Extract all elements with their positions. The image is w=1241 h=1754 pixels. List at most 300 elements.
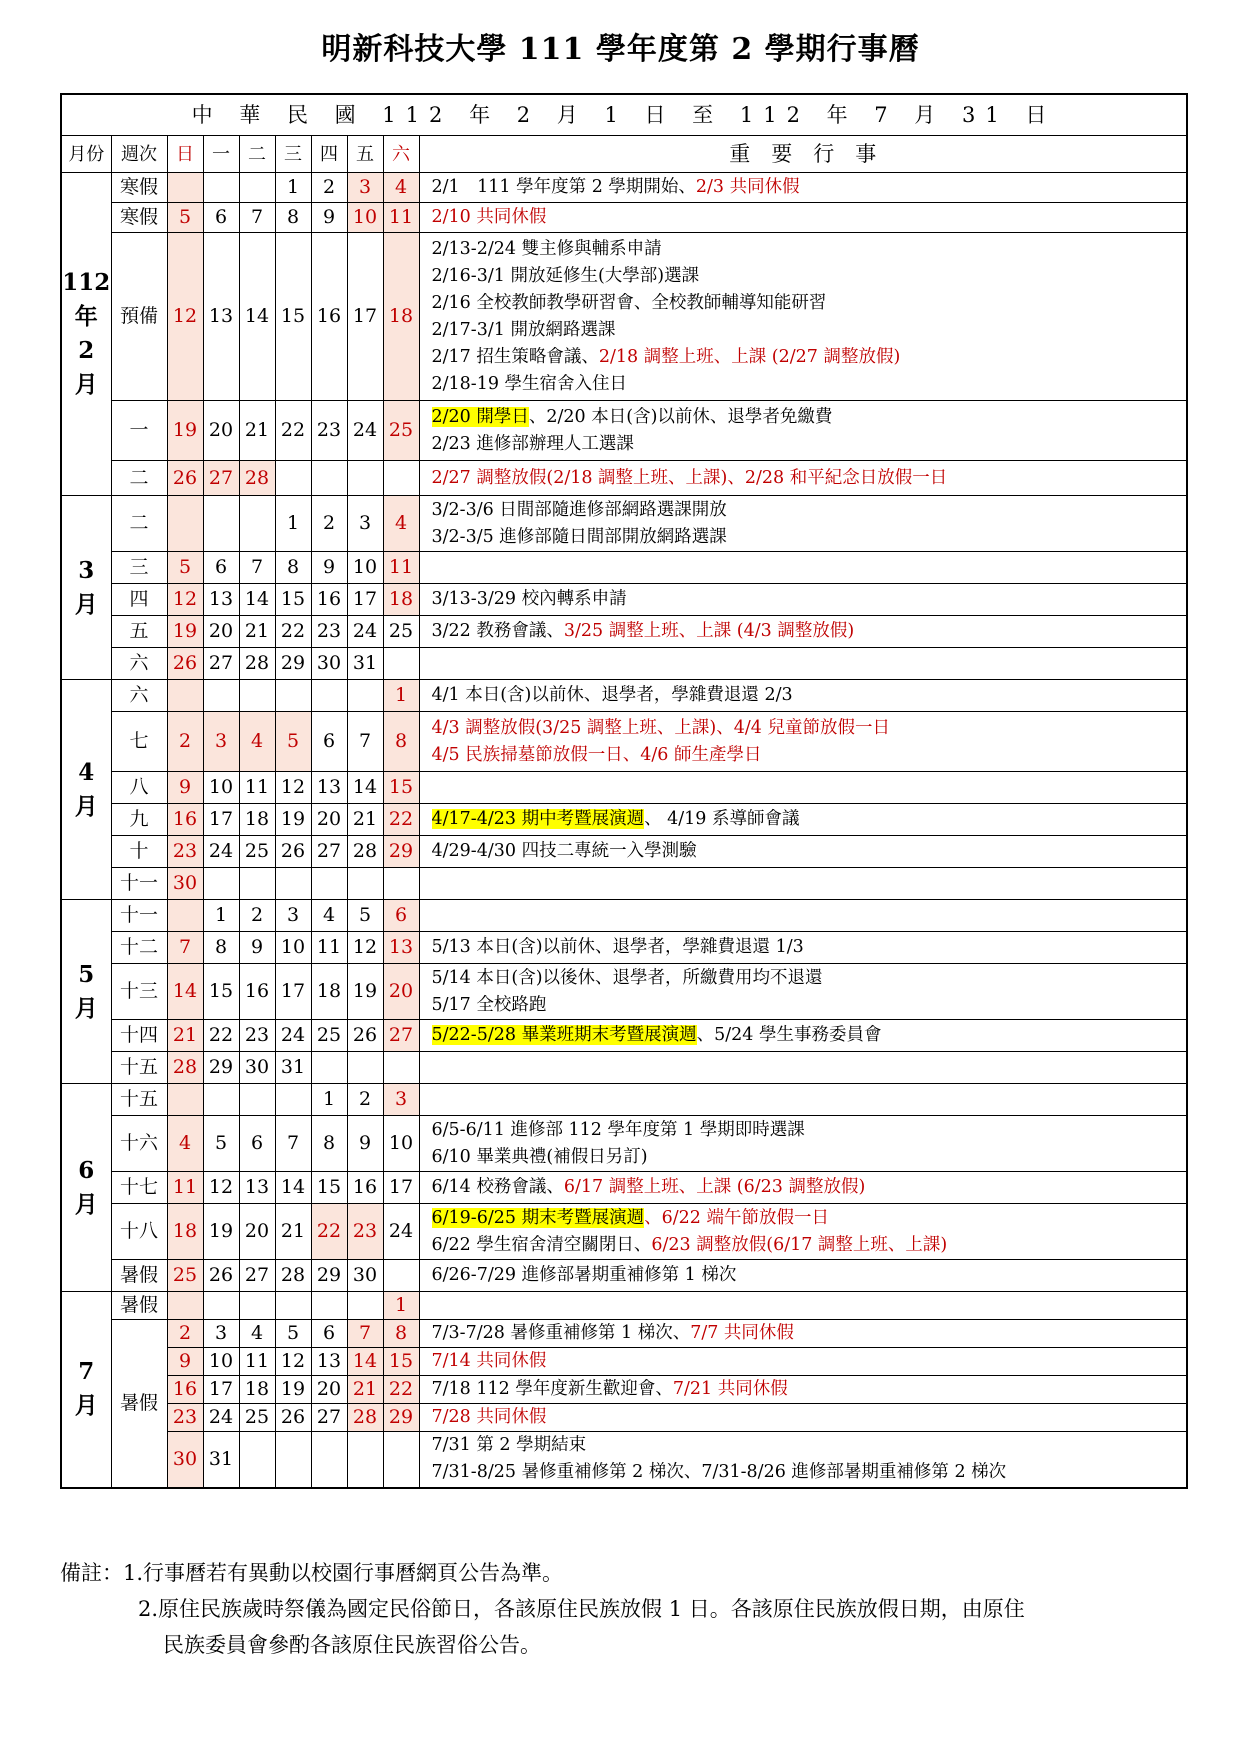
event-cell [419, 1260, 1187, 1292]
day-header-wed: 三 [275, 136, 311, 173]
day-cell: 20 [383, 964, 419, 1020]
event-text: 7/18 112 學年度新生歡迎會、 [431, 1379, 673, 1399]
day-cell: 21 [239, 401, 275, 461]
day-cell: 7 [239, 203, 275, 233]
event-line [432, 1320, 1187, 1347]
event-line [432, 1459, 1187, 1486]
day-cell: 27 [311, 836, 347, 868]
day-cell: 15 [275, 584, 311, 616]
week-label: 寒假 [111, 173, 167, 203]
week-label: 暑假 [111, 1292, 167, 1320]
event-cell [419, 1172, 1187, 1204]
day-cell: 20 [311, 1376, 347, 1404]
day-cell: 13 [383, 932, 419, 964]
event-text: 7/21 共同休假 [672, 1379, 788, 1399]
day-cell: 2 [167, 712, 203, 772]
week-label: 十八 [111, 1204, 167, 1260]
week-row [61, 1348, 1187, 1376]
event-cell [419, 836, 1187, 868]
event-cell [419, 712, 1187, 772]
day-cell: 4 [167, 1116, 203, 1172]
day-cell [167, 173, 203, 203]
day-cell: 12 [275, 1348, 311, 1376]
event-line [432, 1022, 1187, 1049]
day-cell: 15 [311, 1172, 347, 1204]
day-cell: 25 [383, 616, 419, 648]
week-label: 十五 [111, 1084, 167, 1116]
day-cell: 18 [311, 964, 347, 1020]
event-line [432, 1117, 1187, 1144]
event-text: 4/29-4/30 四技二專統一入學測驗 [431, 841, 697, 861]
week-label: 十 [111, 836, 167, 868]
week-row [61, 804, 1187, 836]
day-cell: 25 [239, 1404, 275, 1432]
day-cell [239, 173, 275, 203]
week-row [61, 772, 1187, 804]
day-cell [167, 1084, 203, 1116]
event-line [432, 263, 1187, 290]
day-cell: 1 [311, 1084, 347, 1116]
day-cell: 30 [347, 1260, 383, 1292]
week-row [61, 616, 1187, 648]
day-cell: 12 [203, 1172, 239, 1204]
event-text: 2/16 全校教師教學研習會、全校教師輔導知能研習 [431, 292, 827, 313]
event-cell [419, 964, 1187, 1020]
month-label: 112 年 2 月 [61, 173, 111, 496]
event-cell [419, 496, 1187, 552]
day-cell: 1 [275, 173, 311, 203]
day-cell [167, 496, 203, 552]
day-cell: 14 [239, 584, 275, 616]
event-text: 6/23 調整放假(6/17 調整上班、上課) [651, 1234, 948, 1255]
event-text: 4/1 本日(含)以前休、退學者，學雜費退還 2/3 [431, 685, 793, 705]
week-row [61, 1404, 1187, 1432]
day-cell [239, 1432, 275, 1488]
day-cell: 10 [347, 203, 383, 233]
day-cell: 25 [239, 836, 275, 868]
week-row [61, 648, 1187, 680]
day-cell: 19 [167, 616, 203, 648]
day-cell: 14 [167, 964, 203, 1020]
day-cell [311, 1052, 347, 1084]
event-cell [419, 1348, 1187, 1376]
week-row [61, 1292, 1187, 1320]
day-cell: 24 [275, 1020, 311, 1052]
day-cell: 8 [275, 552, 311, 584]
event-cell [419, 552, 1187, 584]
day-cell: 11 [311, 932, 347, 964]
day-cell: 21 [239, 616, 275, 648]
week-row [61, 203, 1187, 233]
day-cell: 29 [275, 648, 311, 680]
event-text: 6/26-7/29 進修部暑期重補修第 1 梯次 [431, 1265, 737, 1285]
event-line [432, 992, 1187, 1019]
event-line [432, 465, 1187, 492]
day-cell: 15 [203, 964, 239, 1020]
event-line [432, 1205, 1187, 1232]
day-cell [203, 173, 239, 203]
day-cell [347, 680, 383, 712]
event-cell [419, 1084, 1187, 1116]
month-label: 7 月 [61, 1292, 111, 1488]
day-cell: 6 [239, 1116, 275, 1172]
week-label: 九 [111, 804, 167, 836]
week-row [61, 900, 1187, 932]
week-label: 二 [111, 496, 167, 552]
week-row [61, 233, 1187, 401]
day-cell: 9 [239, 932, 275, 964]
day-cell [311, 868, 347, 900]
event-line [432, 1376, 1187, 1403]
page-title: 明新科技大學 111 學年度第 2 學期行事曆 [321, 32, 920, 67]
note-1-text: 1.行事曆若有異動以校園行事曆網頁公告為準。 [123, 1561, 564, 1585]
day-cell: 11 [239, 772, 275, 804]
week-row [61, 868, 1187, 900]
event-text: 3/13-3/29 校內轉系申請 [431, 589, 627, 609]
day-cell: 11 [239, 1348, 275, 1376]
day-cell: 2 [167, 1320, 203, 1348]
event-text: 2/18 調整上班、上課 (2/27 調整放假) [598, 346, 901, 367]
day-cell: 23 [311, 401, 347, 461]
event-line [432, 806, 1187, 833]
day-cell [239, 496, 275, 552]
day-cell: 4 [239, 1320, 275, 1348]
day-header-sat: 六 [383, 136, 419, 173]
week-label: 十六 [111, 1116, 167, 1172]
event-text: 6/14 校務會議、 [431, 1177, 564, 1197]
event-text: 3/22 教務會議、 [431, 621, 564, 641]
day-cell [275, 680, 311, 712]
event-text: 2/10 共同休假 [431, 207, 547, 227]
day-cell: 14 [275, 1172, 311, 1204]
day-cell [347, 868, 383, 900]
day-cell [203, 1292, 239, 1320]
week-row [61, 1116, 1187, 1172]
calendar-table [60, 93, 1188, 1489]
week-row [61, 584, 1187, 616]
day-cell: 27 [383, 1020, 419, 1052]
day-cell: 19 [275, 804, 311, 836]
day-header-sun: 日 [167, 136, 203, 173]
day-cell: 7 [167, 932, 203, 964]
event-text: 7/14 共同休假 [431, 1351, 547, 1371]
event-line [432, 371, 1187, 398]
day-cell: 24 [347, 616, 383, 648]
day-cell: 20 [203, 616, 239, 648]
month-label: 3 月 [61, 496, 111, 680]
event-text: 2/1 111 學年度第 2 學期開始、 [431, 177, 696, 197]
event-text: 4/17-4/23 期中考暨展演週 [431, 809, 645, 829]
day-cell: 24 [203, 1404, 239, 1432]
day-cell: 14 [239, 233, 275, 401]
day-cell [311, 1292, 347, 1320]
week-label: 十五 [111, 1052, 167, 1084]
day-cell: 3 [203, 712, 239, 772]
event-cell [419, 461, 1187, 496]
day-cell: 26 [167, 648, 203, 680]
day-cell: 22 [311, 1204, 347, 1260]
week-label: 八 [111, 772, 167, 804]
day-cell: 22 [275, 401, 311, 461]
week-label: 十一 [111, 868, 167, 900]
day-cell: 16 [311, 233, 347, 401]
event-cell [419, 1020, 1187, 1052]
event-line [432, 934, 1187, 961]
event-line [432, 742, 1187, 769]
day-cell: 21 [347, 804, 383, 836]
day-cell: 5 [275, 712, 311, 772]
day-cell: 7 [347, 712, 383, 772]
day-cell: 12 [275, 772, 311, 804]
week-row [61, 1084, 1187, 1116]
event-line [432, 174, 1187, 201]
week-row [61, 836, 1187, 868]
week-row [61, 1020, 1187, 1052]
day-cell: 5 [167, 552, 203, 584]
day-cell: 16 [239, 964, 275, 1020]
event-cell [419, 616, 1187, 648]
notes-label: 備註： [60, 1561, 123, 1585]
day-cell [203, 680, 239, 712]
day-cell: 26 [167, 461, 203, 496]
day-cell: 4 [383, 496, 419, 552]
day-cell: 12 [167, 233, 203, 401]
day-cell: 2 [239, 900, 275, 932]
day-cell: 13 [311, 772, 347, 804]
day-header-fri: 五 [347, 136, 383, 173]
day-cell: 19 [347, 964, 383, 1020]
event-text: 7/28 共同休假 [431, 1407, 547, 1427]
day-cell: 28 [239, 461, 275, 496]
event-line [432, 404, 1187, 431]
event-cell [419, 401, 1187, 461]
day-cell: 29 [383, 836, 419, 868]
event-line [432, 586, 1187, 613]
event-line [432, 1144, 1187, 1171]
day-cell: 5 [275, 1320, 311, 1348]
day-cell: 19 [275, 1376, 311, 1404]
event-text: 2/17 招生策略會議、 [431, 346, 599, 367]
day-cell: 27 [311, 1404, 347, 1432]
event-text: 7/31 第 2 學期結束 [431, 1435, 587, 1456]
day-cell: 4 [239, 712, 275, 772]
week-label: 十三 [111, 964, 167, 1020]
day-cell: 27 [239, 1260, 275, 1292]
event-text: 6/22 學生宿舍清空關閉日、 [431, 1234, 652, 1255]
day-cell: 12 [167, 584, 203, 616]
day-cell: 26 [347, 1020, 383, 1052]
day-cell: 7 [275, 1116, 311, 1172]
week-row [61, 1052, 1187, 1084]
day-cell: 27 [203, 648, 239, 680]
week-label: 二 [111, 461, 167, 496]
day-cell [275, 1432, 311, 1488]
day-cell: 31 [347, 648, 383, 680]
event-line [432, 204, 1187, 231]
day-cell: 28 [275, 1260, 311, 1292]
day-cell: 26 [275, 1404, 311, 1432]
day-cell: 16 [167, 1376, 203, 1404]
day-cell: 2 [347, 1084, 383, 1116]
day-cell: 23 [167, 1404, 203, 1432]
day-cell [203, 1084, 239, 1116]
day-cell: 20 [239, 1204, 275, 1260]
event-cell [419, 804, 1187, 836]
day-cell: 6 [311, 712, 347, 772]
day-cell: 17 [203, 804, 239, 836]
day-cell: 19 [203, 1204, 239, 1260]
week-label: 三 [111, 552, 167, 584]
month-header: 月份 [61, 136, 111, 173]
day-cell: 29 [383, 1404, 419, 1432]
event-text: 5/14 本日(含)以後休、退學者，所繳費用均不退還 [431, 967, 823, 988]
week-row [61, 552, 1187, 584]
event-line [432, 317, 1187, 344]
note-1 [60, 1555, 1188, 1591]
month-label: 5 月 [61, 900, 111, 1084]
event-cell [419, 1320, 1187, 1348]
day-cell: 23 [347, 1204, 383, 1260]
day-cell [239, 1084, 275, 1116]
day-cell: 6 [203, 203, 239, 233]
week-label: 寒假 [111, 203, 167, 233]
week-label: 四 [111, 584, 167, 616]
note-2: 2.原住民族歲時祭儀為國定民俗節日，各該原住民族放假 1 日。各該原住民族放假日期，由原住 [138, 1597, 1025, 1621]
day-cell: 5 [203, 1116, 239, 1172]
day-cell [347, 1292, 383, 1320]
day-cell: 29 [311, 1260, 347, 1292]
event-line [432, 431, 1187, 458]
day-cell [347, 1052, 383, 1084]
event-line [432, 1404, 1187, 1431]
day-cell: 23 [167, 836, 203, 868]
day-cell: 24 [203, 836, 239, 868]
week-label: 六 [111, 648, 167, 680]
day-cell: 14 [347, 1348, 383, 1376]
day-cell: 23 [239, 1020, 275, 1052]
day-cell: 30 [311, 648, 347, 680]
week-label: 五 [111, 616, 167, 648]
event-text: 3/25 調整上班、上課 (4/3 調整放假) [563, 621, 855, 641]
event-line [432, 290, 1187, 317]
week-row [61, 1320, 1187, 1348]
event-cell [419, 1404, 1187, 1432]
week-label: 六 [111, 680, 167, 712]
event-text: 2/13-2/24 雙主修與輔系申請 [431, 238, 662, 259]
event-cell [419, 1292, 1187, 1320]
event-text: 7/3-7/28 暑修重補修第 1 梯次、 [431, 1323, 691, 1343]
event-text: 3/2-3/6 日間部隨進修部網路選課開放 [431, 499, 727, 520]
event-line [432, 715, 1187, 742]
day-cell: 13 [203, 233, 239, 401]
day-cell: 9 [167, 772, 203, 804]
day-cell: 8 [203, 932, 239, 964]
week-label: 十七 [111, 1172, 167, 1204]
event-text: 、 4/19 系導師會議 [644, 809, 800, 829]
day-cell: 10 [275, 932, 311, 964]
day-cell [275, 461, 311, 496]
event-text: 5/13 本日(含)以前休、退學者，學雜費退還 1/3 [431, 937, 804, 957]
day-cell [383, 1432, 419, 1488]
day-cell: 15 [275, 233, 311, 401]
day-header-thu: 四 [311, 136, 347, 173]
day-cell: 16 [167, 804, 203, 836]
day-cell: 6 [203, 552, 239, 584]
day-cell: 20 [203, 401, 239, 461]
day-cell: 20 [311, 804, 347, 836]
day-cell: 9 [311, 203, 347, 233]
day-header-mon: 一 [203, 136, 239, 173]
day-cell [311, 1432, 347, 1488]
event-cell [419, 173, 1187, 203]
day-cell: 13 [203, 584, 239, 616]
day-cell: 8 [383, 1320, 419, 1348]
day-cell: 17 [347, 584, 383, 616]
week-label: 預備 [111, 233, 167, 401]
event-line [432, 236, 1187, 263]
day-cell: 11 [167, 1172, 203, 1204]
day-cell: 17 [275, 964, 311, 1020]
day-cell: 6 [383, 900, 419, 932]
event-cell [419, 680, 1187, 712]
event-text: 5/17 全校路跑 [431, 994, 547, 1015]
day-cell: 11 [383, 203, 419, 233]
day-cell: 8 [311, 1116, 347, 1172]
day-cell: 31 [203, 1432, 239, 1488]
event-cell [419, 900, 1187, 932]
day-cell: 3 [383, 1084, 419, 1116]
day-cell [275, 868, 311, 900]
day-cell: 15 [383, 772, 419, 804]
day-cell: 10 [347, 552, 383, 584]
day-cell: 22 [383, 804, 419, 836]
notes-section [60, 1555, 1188, 1663]
day-cell: 16 [347, 1172, 383, 1204]
week-row [61, 1204, 1187, 1260]
day-cell: 11 [383, 552, 419, 584]
day-cell [347, 461, 383, 496]
event-text: 4/5 民族掃墓節放假一日、4/6 師生產學日 [431, 744, 762, 765]
day-cell: 4 [311, 900, 347, 932]
week-label: 暑假 [111, 1260, 167, 1292]
week-row [61, 1376, 1187, 1404]
event-text: 7/31-8/25 暑修重補修第 2 梯次、7/31-8/26 進修部暑期重補修第 2 梯次 [431, 1462, 1007, 1483]
week-label: 七 [111, 712, 167, 772]
day-cell: 24 [347, 401, 383, 461]
day-cell: 3 [347, 173, 383, 203]
event-text: 4/3 調整放假(3/25 調整上班、上課)、4/4 兒童節放假一日 [431, 717, 890, 738]
event-line [432, 1348, 1187, 1375]
day-cell: 28 [167, 1052, 203, 1084]
day-cell: 27 [203, 461, 239, 496]
day-cell: 30 [167, 1432, 203, 1488]
event-text: 2/27 調整放假(2/18 調整上班、上課)、2/28 和平紀念日放假一日 [431, 467, 948, 488]
week-row [61, 496, 1187, 552]
week-label: 一 [111, 401, 167, 461]
day-cell [239, 680, 275, 712]
event-text: 、5/24 學生事務委員會 [696, 1025, 882, 1045]
event-line [432, 497, 1187, 524]
event-cell [419, 203, 1187, 233]
event-text: 6/19-6/25 期末考暨展演週 [431, 1207, 645, 1228]
event-line [432, 1174, 1187, 1201]
day-cell: 29 [203, 1052, 239, 1084]
event-cell [419, 1116, 1187, 1172]
day-cell: 7 [347, 1320, 383, 1348]
day-cell: 7 [239, 552, 275, 584]
event-cell [419, 1376, 1187, 1404]
week-row [61, 1260, 1187, 1292]
